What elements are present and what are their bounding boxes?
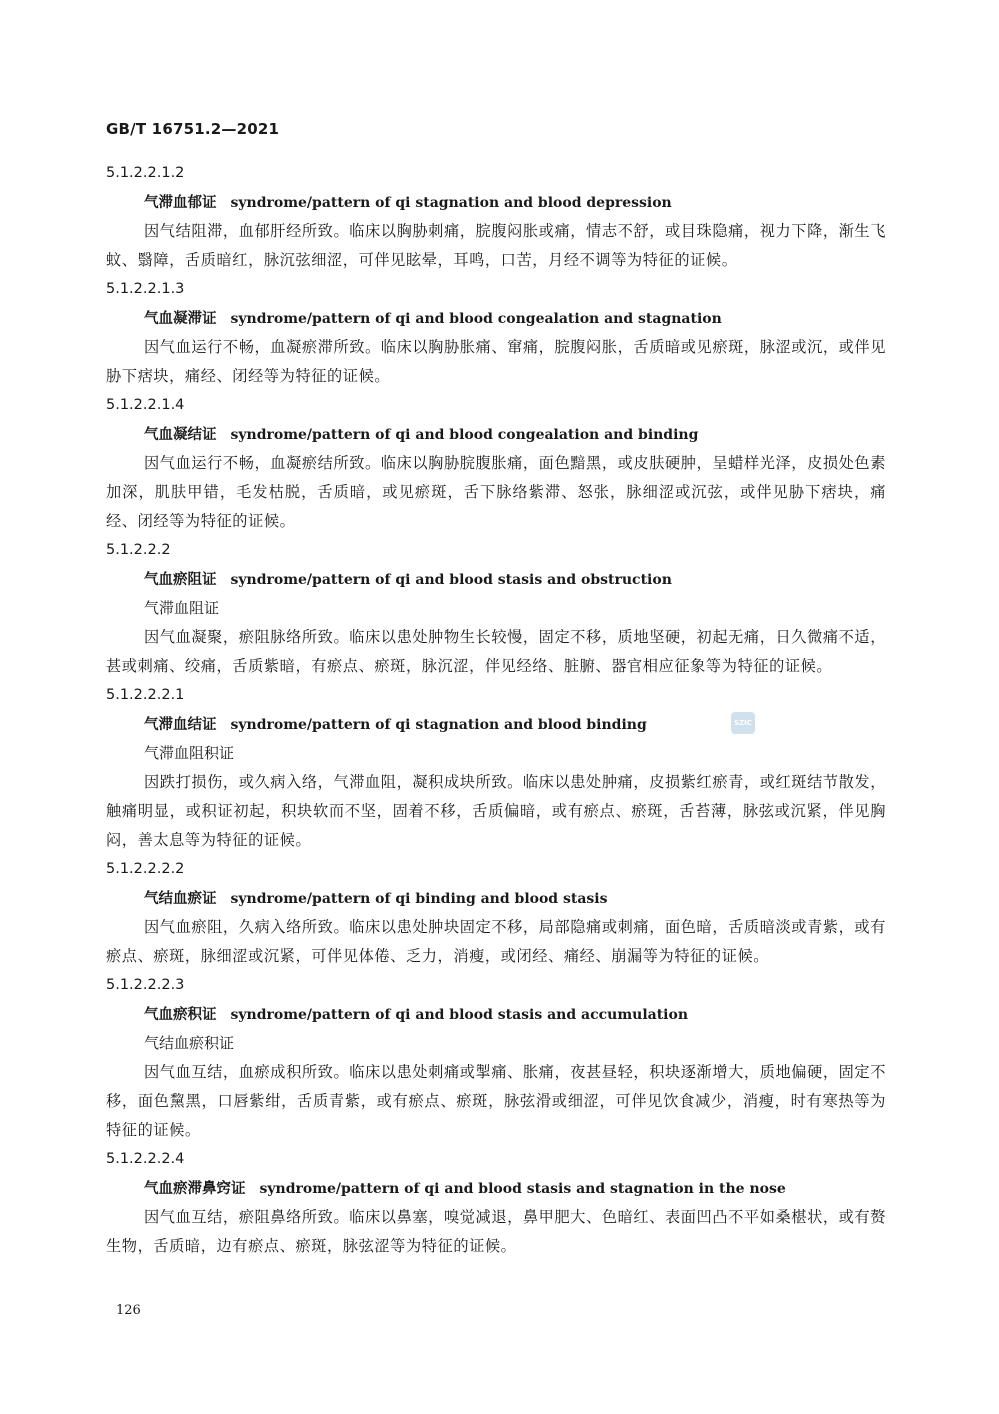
term-english: syndrome/pattern of qi stagnation and blood binding [230,717,647,733]
term-line [106,1173,886,1203]
term-synonym: 气滞血阻积证 [144,744,235,762]
term-line [106,187,886,217]
term-definition: 因气结阻滞，血郁肝经所致。临床以胸胁刺痛，脘腹闷胀或痛，情志不舒，或目珠隐痛，视力下降，渐生飞蚊、翳障，舌质暗红，脉沉弦细涩，可伴见眩晕，耳鸣，口苦，月经不调等为特征的证候。 [106,222,887,269]
section-entry [106,971,886,1145]
section-number: 5.1.2.2.2 [106,542,171,558]
term-synonym: 气滞血阻证 [144,599,220,617]
term-definition: 因气血互结，瘀阻鼻络所致。临床以鼻塞，嗅觉减退，鼻甲肥大、色暗红、表面凹凸不平如桑椹状，或有赘生物，舌质暗，边有瘀点、瘀斑，脉弦涩等为特征的证候。 [106,1208,887,1255]
section-number: 5.1.2.2.2.2 [106,861,185,877]
term-chinese: 气血瘀积证 [144,1007,217,1023]
term-definition: 因气血互结，血瘀成积所致。临床以患处刺痛或掣痛、胀痛，夜甚昼轻，积块逐渐增大，质地偏硬，固定不移，面色黧黑，口唇紫绀，舌质青紫，或有瘀点、瘀斑，脉弦滑或细涩，可伴见饮食减少，消瘦，时有寒热等为特征的证候。 [106,1063,887,1139]
section-entry [106,681,886,855]
term-line [106,883,886,913]
page-number: 126 [116,1303,141,1318]
term-definition: 因气血运行不畅，血凝瘀滞所致。临床以胸胁胀痛、窜痛，脘腹闷胀，舌质暗或见瘀斑，脉涩或沉，或伴见胁下痞块，痛经、闭经等为特征的证候。 [106,338,887,385]
section-entry [106,855,886,971]
document-content [106,159,886,1261]
section-number: 5.1.2.2.1.2 [106,165,185,181]
term-line [106,303,886,333]
term-english: syndrome/pattern of qi and blood congealation and binding [230,427,699,443]
section-entry [106,159,886,275]
section-number: 5.1.2.2.2.4 [106,1151,185,1167]
section-entry [106,1145,886,1261]
term-chinese: 气滞血结证 [144,717,217,733]
term-synonym: 气结血瘀积证 [144,1034,235,1052]
term-english: syndrome/pattern of qi and blood congealation and stagnation [230,311,722,327]
term-chinese: 气血瘀阻证 [144,572,217,588]
section-number: 5.1.2.2.2.1 [106,687,185,703]
term-chinese: 气血瘀滞鼻窍证 [144,1181,246,1197]
section-entry [106,275,886,391]
section-entry [106,536,886,681]
section-number: 5.1.2.2.2.3 [106,977,185,993]
section-number: 5.1.2.2.1.4 [106,397,185,413]
term-definition: 因气血凝聚，瘀阻脉络所致。临床以患处肿物生长较慢，固定不移，质地坚硬，初起无痛，日久微痛不适，甚或刺痛、绞痛，舌质紫暗，有瘀点、瘀斑，脉沉涩，伴见经络、脏腑、器官相应征象等为特征的证候。 [106,628,887,675]
term-line [106,999,886,1029]
term-english: syndrome/pattern of qi and blood stasis and stagnation in the nose [259,1181,786,1197]
term-chinese: 气血凝滞证 [144,311,217,327]
term-line [106,709,886,739]
term-english: syndrome/pattern of qi binding and blood stasis [230,891,608,907]
term-line [106,419,886,449]
term-english: syndrome/pattern of qi stagnation and blood depression [230,195,672,211]
term-english: syndrome/pattern of qi and blood stasis and obstruction [230,572,672,588]
term-chinese: 气滞血郁证 [144,195,217,211]
term-line [106,564,886,594]
term-english: syndrome/pattern of qi and blood stasis and accumulation [230,1007,689,1023]
term-chinese: 气结血瘀证 [144,891,217,907]
term-definition: 因跌打损伤，或久病入络，气滞血阻，凝积成块所致。临床以患处肿痛，皮损紫红瘀青，或红斑结节散发，触痛明显，或积证初起，积块软而不坚，固着不移，舌质偏暗，或有瘀点、瘀斑，舌苔薄，脉弦或沉紧，伴见胸闷，善太息等为特征的证候。 [106,773,887,849]
term-definition: 因气血瘀阻，久病入络所致。临床以患处肿块固定不移，局部隐痛或刺痛，面色暗，舌质暗淡或青紫，或有瘀点、瘀斑，脉细涩或沉紧，可伴见体倦、乏力，消瘦，或闭经、痛经、崩漏等为特征的证候。 [106,918,887,965]
section-number: 5.1.2.2.1.3 [106,281,185,297]
term-chinese: 气血凝结证 [144,427,217,443]
standard-code-header: GB/T 16751.2—2021 [106,120,280,138]
section-entry [106,391,886,536]
term-definition: 因气血运行不畅，血凝瘀结所致。临床以胸胁脘腹胀痛，面色黯黑，或皮肤硬肿，呈蜡样光泽，皮损处色素加深，肌肤甲错，毛发枯脱，舌质暗，或见瘀斑，舌下脉络紫滞、怒张，脉细涩或沉弦，或伴见胁下痞块，痛经、闭经等为特征的证候。 [106,454,887,530]
watermark-logo: SZIC [731,712,755,734]
